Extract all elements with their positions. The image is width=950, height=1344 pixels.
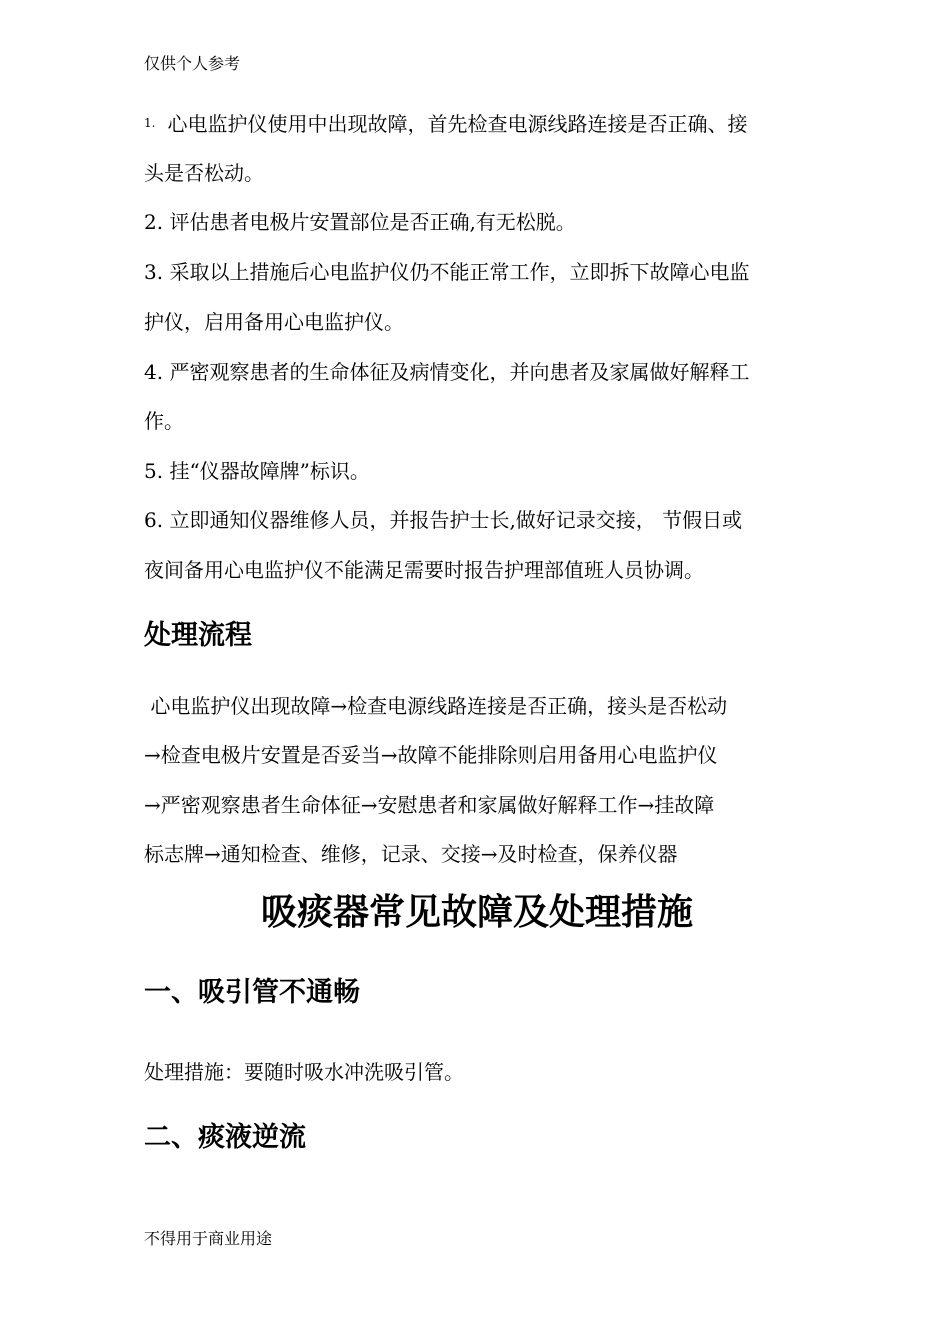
step-1-line-2: 头是否松动。 xyxy=(144,161,264,185)
step-1-line-1: $^{1.}$ 心电监护仪使用中出现故障，首先检查电源线路连接是否正确、接 xyxy=(144,112,748,136)
step-4-line-1: 4. 严密观察患者的生命体征及病情变化，并向患者及家属做好解释工 xyxy=(144,360,750,384)
flow-line-2: →检查电极片安置是否妥当→故障不能排除则启用备用心电监护仪 xyxy=(144,743,718,767)
subsection-1-text: 处理措施：要随时吸水冲洗吸引管。 xyxy=(144,1060,464,1084)
step-1-number: 1. xyxy=(144,116,156,130)
step-2: 2. 评估患者电极片安置部位是否正确,有无松脱。 xyxy=(144,210,576,234)
header-note: 仅供个人参考 xyxy=(144,54,241,73)
step-3-line-2: 护仪，启用备用心电监护仪。 xyxy=(144,310,404,334)
step-3-line-1: 3. 采取以上措施后心电监护仪仍不能正常工作，立即拆下故障心电监 xyxy=(144,260,750,284)
subsection-2-heading: 二、痰液逆流 xyxy=(144,1122,306,1153)
section-title: 吸痰器常见故障及处理措施 xyxy=(260,892,693,933)
flow-line-3: →严密观察患者生命体征→安慰患者和家属做好解释工作→挂故障 xyxy=(144,793,715,817)
footer-note: 不得用于商业用途 xyxy=(144,1229,273,1248)
step-6-line-2: 夜间备用心电监护仪不能满足需要时报告护理部值班人员协调。 xyxy=(144,558,704,582)
subsection-1-heading: 一、吸引管不通畅 xyxy=(144,977,360,1008)
flow-line-1: 心电监护仪出现故障→检查电源线路连接是否正确，接头是否松动 xyxy=(144,694,728,718)
flow-heading: 处理流程 xyxy=(144,620,252,651)
flow-line-4: 标志牌→通知检查、维修，记录、交接→及时检查，保养仪器 xyxy=(144,842,678,866)
step-4-line-2: 作。 xyxy=(144,409,184,433)
step-5: 5. 挂“仪器故障牌”标识。 xyxy=(144,459,370,483)
step-6-line-1: 6. 立即通知仪器维修人员，并报告护士长,做好记录交接， 节假日或 xyxy=(144,508,743,532)
